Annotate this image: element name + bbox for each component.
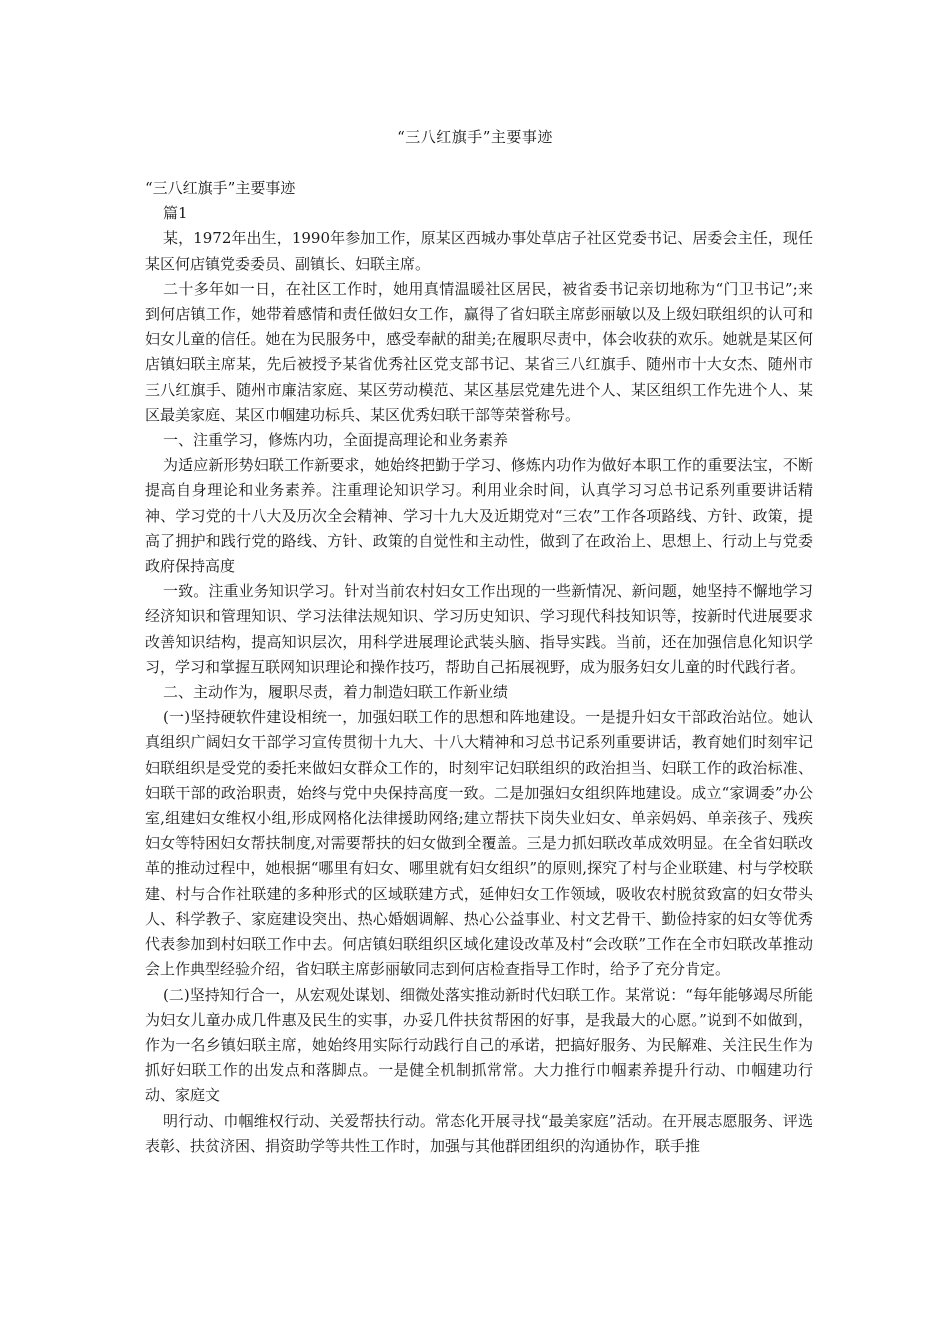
- paragraph: 为适应新形势妇联工作新要求，她始终把勤于学习、修炼内功作为做好本职工作的重要法宝，不断提高自身理论和业务素养。注重理论知识学习。利用业余时间，认真学习习总书记系列重要讲话精神、学习党的十八大及历次全会精神、学习十九大及近期党对“三农”工作各项路线、方针、政策，提高了拥护和践行党的路线、方针、政策的自觉性和主动性，做到了在政治上、思想上、行动上与党委政府保持高度: [145, 456, 813, 576]
- document-body: [145, 176, 813, 1159]
- document-title: “三八红旗手”主要事迹: [397, 128, 553, 146]
- section-heading: 二、主动作为，履职尽责，着力制造妇联工作新业绩: [163, 683, 509, 702]
- paragraph: 明行动、巾帼维权行动、关爱帮扶行动。常态化开展寻找“最美家庭”活动。在开展志愿服务、评选表彰、扶贫济困、捐资助学等共性工作时，加强与其他群团组织的沟通协作，联手推: [145, 1111, 813, 1155]
- paragraph: 某，1972年出生，1990年参加工作，原某区西城办事处草店子社区党委书记、居委会主任，现任某区何店镇党委委员、副镇长、妇联主席。: [145, 229, 813, 273]
- paragraph: (二)坚持知行合一，从宏观处谋划、细微处落实推动新时代妇联工作。某常说：“每年能够竭尽所能为妇女儿童办成几件惠及民生的实事，办妥几件扶贫帮困的好事，是我最大的心愿。”说到不如做到，作为一名乡镇妇联主席，她始终用实际行动践行自己的承诺，把搞好服务、为民解难、关注民生作为抓好妇联工作的出发点和落脚点。一是健全机制抓常常。大力推行巾帼素养提升行动、巾帼建功行动、家庭文: [145, 985, 813, 1105]
- section-label: 篇1: [163, 204, 188, 223]
- section-heading: 一、注重学习，修炼内功，全面提高理论和业务素养: [163, 431, 509, 450]
- paragraph: (一)坚持硬软件建设相统一，加强妇联工作的思想和阵地建设。一是提升妇女干部政治站位。她认真组织广阔妇女干部学习宣传贯彻十九大、十八大精神和习总书记系列重要讲话，教育她们时刻牢记妇联组织是受党的委托来做妇女群众工作的，时刻牢记妇联组织的政治担当、妇联工作的政治标准、妇联干部的政治职责，始终与党中央保持高度一致。二是加强妇女组织阵地建设。成立“家调委”办公室,组建妇女维权小组,形成网格化法律援助网络;建立帮扶下岗失业妇女、单亲妈妈、单亲孩子、残疾妇女等特困妇女帮扶制度,对需要帮扶的妇女做到全覆盖。三是力抓妇联改革成效明显。在全省妇联改革的推动过程中，她根据“哪里有妇女、哪里就有妇女组织”的原则,探究了村与企业联建、村与学校联建、村与合作社联建的多种形式的区域联建方式，延伸妇女工作领域，吸收农村脱贫致富的妇女带头人、科学教子、家庭建设突出、热心婚姻调解、热心公益事业、村文艺骨干、勤俭持家的妇女等优秀代表参加到村妇联工作中去。何店镇妇联组织区域化建设改革及村“会改联”工作在全市妇联改革推动会上作典型经验介绍，省妇联主席彭丽敏同志到何店检查指导工作时，给予了充分肯定。: [145, 708, 813, 979]
- paragraph: 一致。注重业务知识学习。针对当前农村妇女工作出现的一些新情况、新问题，她坚持不懈地学习经济知识和管理知识、学习法律法规知识、学习历史知识、学习现代科技知识等，按新时代进展要求改善知识结构，提高知识层次，用科学进展理论武装头脑、指导实践。当前，还在加强信息化知识学习，学习和掌握互联网知识理论和操作技巧，帮助自己拓展视野，成为服务妇女儿童的时代践行者。: [145, 582, 813, 676]
- paragraph: 二十多年如一日，在社区工作时，她用真情温暖社区居民，被省委书记亲切地称为“门卫书记”;来到何店镇工作，她带着感情和责任做妇女工作，赢得了省妇联主席彭丽敏以及上级妇联组织的认可和妇女儿童的信任。她在为民服务中，感受奉献的甜美;在履职尽责中，体会收获的欢乐。她就是某区何店镇妇联主席某，先后被授予某省优秀社区党支部书记、某省三八红旗手、随州市十大女杰、随州市三八红旗手、随州市廉洁家庭、某区劳动模范、某区基层党建先进个人、某区组织工作先进个人、某区最美家庭、某区巾帼建功标兵、某区优秀妇联干部等荣誉称号。: [145, 279, 813, 424]
- body-heading: “三八红旗手”主要事迹: [145, 179, 296, 197]
